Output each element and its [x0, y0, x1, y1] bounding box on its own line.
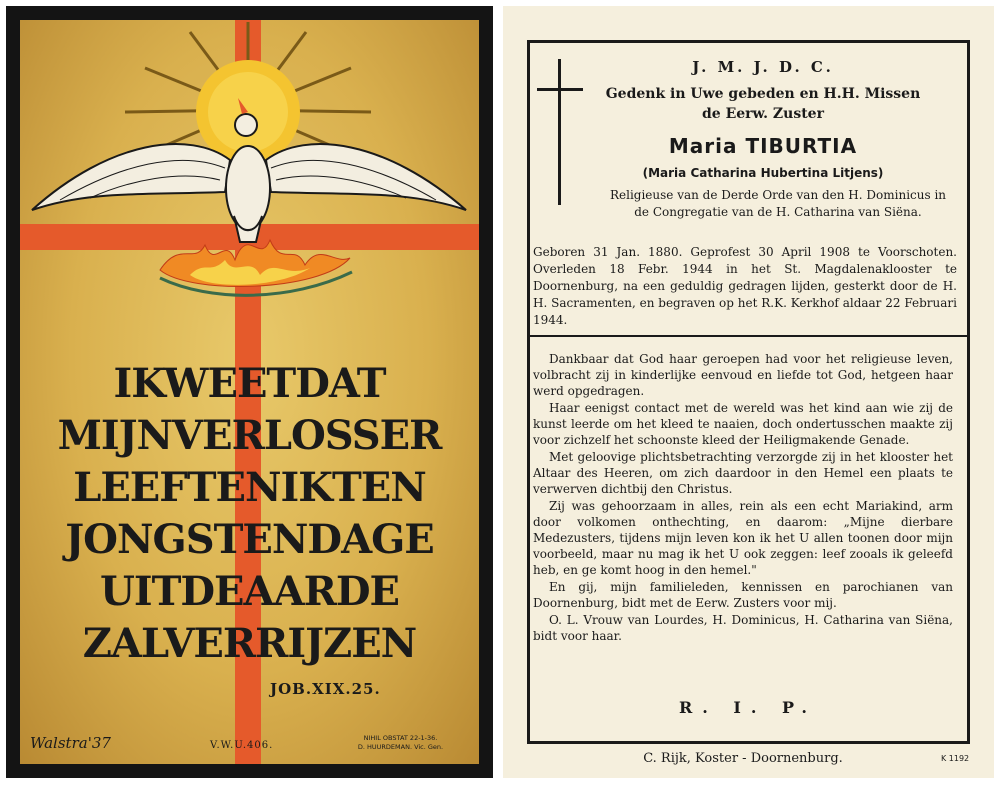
- paragraph-5: En gij, mijn familieleden, kennissen en parochianen van Doornenburg, bidt met de Eerw. Zusters voor mij.: [533, 580, 953, 610]
- title-line: de Eerw. Zuster: [702, 106, 824, 122]
- card-code: K 1192: [941, 754, 970, 763]
- memorial-text: [533, 351, 953, 645]
- verse-reference: JOB.XIX.25.: [270, 680, 381, 698]
- remembrance-line: Gedenk in Uwe gebeden en H.H. Missen: [605, 86, 921, 102]
- biography: Geboren 31 Jan. 1880. Geprofest 30 April 1908 te Voorschoten. Overleden 18 Febr. 1944 in het St. Magdalenaklooster te Doornenburg, na een geduldig gedragen lijden, gesterkt door de H. H. Sacramenten, en begraven op het R.K. Kerkhof aldaar 22 Februari 1944.: [533, 245, 957, 327]
- imprimatur-line-2: D. HUURDEMAN. Vic. Gen.: [357, 743, 444, 751]
- memorial-card-back: [503, 6, 994, 778]
- devotional-card-front: [6, 6, 493, 778]
- motto-line-2: MIJNVERLOSSER: [57, 412, 442, 459]
- religious-order: Religieuse van de Derde Orde van den H. Dominicus in de Congregatie van de H. Catharina van Siëna.: [609, 188, 947, 219]
- motto-line-4: JONGSTENDAGE: [65, 516, 434, 563]
- print-code: V.W.U.406.: [210, 740, 274, 751]
- motto-line-6: ZALVERRIJZEN: [82, 620, 417, 667]
- paragraph-3: Met geloovige plichtsbetrachting verzorgde zij in het klooster het Altaar des Heeren, om zich daardoor in den Hemel een plaats te verwerven dichtbij den Christus.: [533, 450, 953, 496]
- paragraph-4: Zij was gehoorzaam in alles, rein als een echt Mariakind, arm door volkomen onthechting, en daarom: „Mijne dierbare Medezusters, tijdens mijn leven kon ik het U allen toonen door mijn voorbeeld, maar nu mag ik het U ook zeggen: leef zooals ik geleefd heb, en ge komt hoog in den hemel.": [533, 499, 953, 577]
- imprimatur-line-1: NIHIL OBSTAT 22-1-36.: [363, 734, 438, 742]
- illustration-panel: [20, 20, 479, 764]
- imprimatur: [328, 734, 473, 752]
- motto-line-3: LEEFTENIKTEN: [73, 464, 426, 511]
- dove-of-holy-spirit-icon: [20, 20, 479, 360]
- paragraph-1: Dankbaar dat God haar geroepen had voor het religieuse leven, volbracht zij in kinderlijke eenvoud en liefde tot God, hetgeen haar werd opgedragen.: [533, 352, 953, 398]
- cross-icon: [558, 59, 561, 205]
- paragraph-6: O. L. Vrouw van Lourdes, H. Dominicus, H. Catharina van Siëna, bidt voor haar.: [533, 613, 953, 643]
- motto-line-5: UITDEAARDE: [99, 568, 400, 615]
- paragraph-2: Haar eenigst contact met de wereld was het kind aan wie zij de kunst leerde om het kleed te naaien, doch ondertusschen maakte zij voor zichzelf het schoonste kleed der Heiligmakende Genade.: [533, 401, 953, 447]
- printer-credit: C. Rijk, Koster - Doornenburg.: [643, 751, 843, 766]
- divider: [527, 335, 970, 337]
- scripture-motto: [20, 358, 479, 670]
- artist-signature: Walstra'37: [30, 734, 111, 752]
- header-initials: J. M. J. D. C.: [692, 58, 834, 76]
- rip-text: R. I. P.: [678, 698, 817, 717]
- motto-line-1: IKWEETDAT: [113, 360, 386, 407]
- birth-name: (Maria Catharina Hubertina Litjens): [642, 166, 884, 180]
- deceased-name: Maria TIBURTIA: [668, 134, 858, 158]
